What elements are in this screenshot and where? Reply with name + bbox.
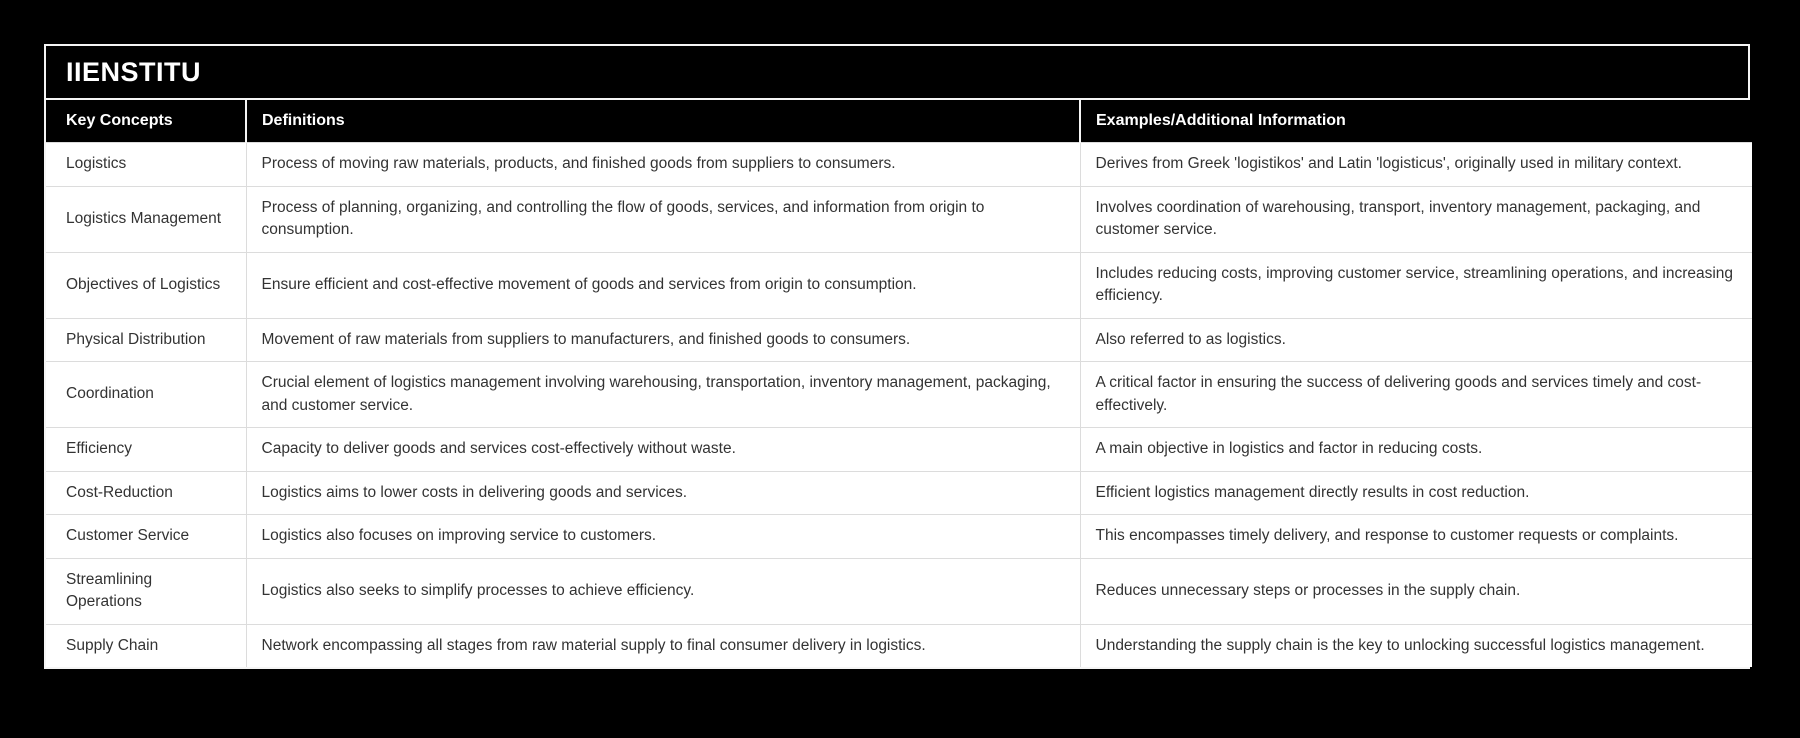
- example-cell: Involves coordination of warehousing, transport, inventory management, packaging, and customer service.: [1080, 186, 1752, 252]
- concept-cell: Efficiency: [46, 428, 246, 472]
- concept-cell: Logistics: [46, 143, 246, 187]
- concept-cell: Physical Distribution: [46, 318, 246, 362]
- definition-cell: Process of planning, organizing, and controlling the flow of goods, services, and information from origin to consumption.: [246, 186, 1080, 252]
- table-row: [46, 186, 1752, 252]
- table-row: [46, 143, 1752, 187]
- concept-cell: Logistics Management: [46, 186, 246, 252]
- example-cell: Also referred to as logistics.: [1080, 318, 1752, 362]
- definition-cell: Capacity to deliver goods and services cost-effectively without waste.: [246, 428, 1080, 472]
- table-row: [46, 558, 1752, 624]
- definition-cell: Process of moving raw materials, products, and finished goods from suppliers to consumers.: [246, 143, 1080, 187]
- column-header-examples: Examples/Additional Information: [1080, 100, 1752, 143]
- concepts-table: [46, 100, 1752, 667]
- concepts-table-panel: [44, 44, 1750, 669]
- definition-cell: Movement of raw materials from suppliers to manufacturers, and finished goods to consumers.: [246, 318, 1080, 362]
- header-row: [46, 100, 1752, 143]
- example-cell: Understanding the supply chain is the key to unlocking successful logistics management.: [1080, 624, 1752, 667]
- example-cell: Reduces unnecessary steps or processes in the supply chain.: [1080, 558, 1752, 624]
- table-row: [46, 362, 1752, 428]
- definition-cell: Logistics also focuses on improving service to customers.: [246, 515, 1080, 559]
- concept-cell: Coordination: [46, 362, 246, 428]
- concept-cell: Objectives of Logistics: [46, 252, 246, 318]
- example-cell: Efficient logistics management directly results in cost reduction.: [1080, 471, 1752, 515]
- definition-cell: Crucial element of logistics management involving warehousing, transportation, inventory management, packaging, and customer service.: [246, 362, 1080, 428]
- column-header-key-concepts: Key Concepts: [46, 100, 246, 143]
- example-cell: Derives from Greek 'logistikos' and Latin 'logisticus', originally used in military context.: [1080, 143, 1752, 187]
- concept-cell: Customer Service: [46, 515, 246, 559]
- example-cell: This encompasses timely delivery, and response to customer requests or complaints.: [1080, 515, 1752, 559]
- table-row: [46, 624, 1752, 667]
- table-row: [46, 318, 1752, 362]
- concept-cell: Cost-Reduction: [46, 471, 246, 515]
- table-row: [46, 471, 1752, 515]
- table-row: [46, 428, 1752, 472]
- definition-cell: Logistics aims to lower costs in delivering goods and services.: [246, 471, 1080, 515]
- definition-cell: Network encompassing all stages from raw material supply to final consumer delivery in logistics.: [246, 624, 1080, 667]
- definition-cell: Logistics also seeks to simplify processes to achieve efficiency.: [246, 558, 1080, 624]
- concept-cell: Streamlining Operations: [46, 558, 246, 624]
- example-cell: Includes reducing costs, improving customer service, streamlining operations, and increasing efficiency.: [1080, 252, 1752, 318]
- example-cell: A main objective in logistics and factor in reducing costs.: [1080, 428, 1752, 472]
- table-row: [46, 252, 1752, 318]
- page-title: IIENSTITU: [46, 46, 1748, 100]
- table-body: [46, 143, 1752, 668]
- table-row: [46, 515, 1752, 559]
- example-cell: A critical factor in ensuring the success of delivering goods and services timely and cost-effectively.: [1080, 362, 1752, 428]
- column-header-definitions: Definitions: [246, 100, 1080, 143]
- definition-cell: Ensure efficient and cost-effective movement of goods and services from origin to consumption.: [246, 252, 1080, 318]
- concept-cell: Supply Chain: [46, 624, 246, 667]
